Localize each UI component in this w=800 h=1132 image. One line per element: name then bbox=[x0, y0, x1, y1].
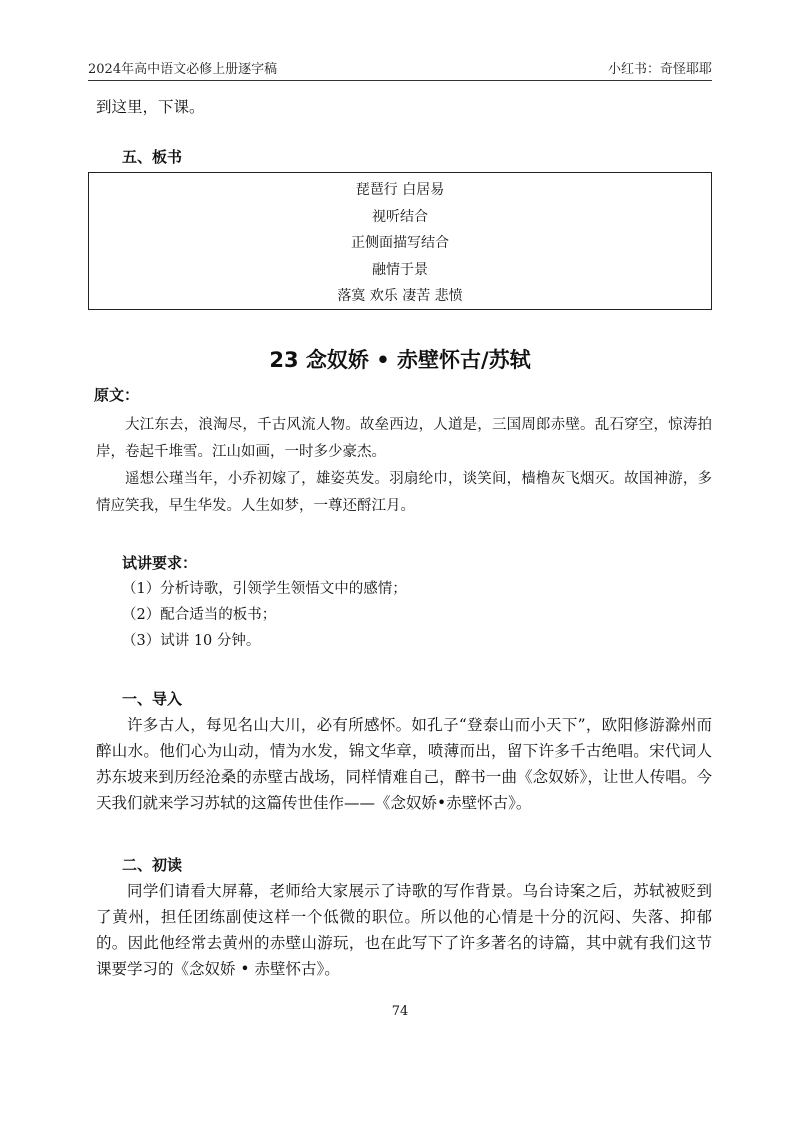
header-document-title: 2024年高中语文必修上册逐字稿 bbox=[88, 62, 278, 77]
blackboard-box bbox=[88, 172, 712, 310]
requirements-list bbox=[122, 576, 712, 654]
section-heading-first-reading: 二、初读 bbox=[122, 856, 183, 874]
page-number: 74 bbox=[391, 1004, 409, 1019]
board-line: 正侧面描写结合 bbox=[351, 235, 449, 251]
board-line: 落寞 欢乐 凄苦 悲愤 bbox=[337, 288, 463, 304]
requirement-item: （1）分析诗歌，引领学生领悟文中的感情； bbox=[122, 581, 407, 597]
board-line: 融情于景 bbox=[372, 261, 428, 278]
closing-line: 到这里，下课。 bbox=[96, 98, 205, 116]
section-first-reading-text: 同学们请看大屏幕，老师给大家展示了诗歌的写作背景。乌台诗案之后，苏轼被贬到了黄州，担任团练副使这样一个低微的职位。所以他的心情是十分的沉闷、失落、抑郁的。因此他经常去黄州的赤壁山游玩，也在此写下了许多著名的诗篇，其中就有我们这节课要学习的《念奴娇 • 赤壁怀古》。 bbox=[96, 882, 712, 978]
board-line: 琵琶行 白居易 bbox=[355, 182, 445, 198]
page-header bbox=[88, 56, 712, 81]
requirement-item: （2）配合适当的板书； bbox=[122, 607, 277, 623]
board-line: 视听结合 bbox=[372, 208, 428, 225]
lesson-title: 23 念奴娇 • 赤壁怀古/苏轼 bbox=[269, 348, 531, 372]
poem-stanza: 大江东去，浪淘尽，千古风流人物。故垒西边，人道是，三国周郎赤壁。乱石穿空，惊涛拍岸，卷起千堆雪。江山如画，一时多少豪杰。 bbox=[96, 417, 712, 460]
header-author: 小红书：奇怪耶耶 bbox=[607, 62, 712, 77]
board-heading: 五、板书 bbox=[122, 148, 183, 166]
section-intro-text: 许多古人，每见名山大川，必有所感怀。如孔子“登泰山而小天下”，欧阳修游滁州而醉山水。他们心为山动，情为水发，锦文华章，喷薄而出，留下许多千古绝唱。宋代词人苏东坡来到历经沧桑的赤壁古战场，同样情难自己，醉书一曲《念奴娇》，让世人传唱。今天我们就来学习苏轼的这篇传世佳作——《念奴娇•赤壁怀古》。 bbox=[96, 716, 712, 812]
poem-block bbox=[96, 412, 712, 520]
section-first-reading bbox=[96, 878, 712, 982]
section-heading-intro: 一、导入 bbox=[122, 690, 183, 708]
requirement-item: （3）试讲 10 分钟。 bbox=[122, 633, 261, 649]
closing-line-block bbox=[96, 94, 712, 120]
section-intro bbox=[96, 712, 712, 816]
requirements-label: 试讲要求： bbox=[122, 554, 198, 572]
poem-stanza: 遥想公瑾当年，小乔初嫁了，雄姿英发。羽扇纶巾，谈笑间，樯橹灰飞烟灭。故国神游，多情应笑我，早生华发。人生如梦，一尊还酹江月。 bbox=[96, 471, 712, 514]
original-text-label: 原文： bbox=[94, 386, 140, 404]
